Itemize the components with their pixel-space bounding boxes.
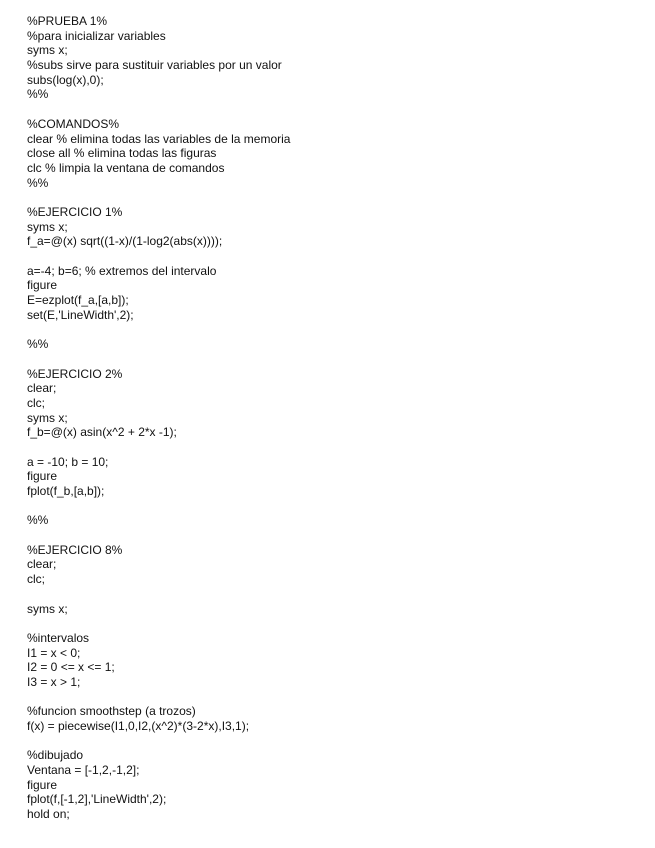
code-line: clear; [27,381,57,396]
code-line: a = -10; b = 10; [27,454,109,469]
code-line: %para inicializar variables [27,28,166,43]
code-line: f(x) = piecewise(I1,0,I2,(x^2)*(3-2*x),I3,1); [27,719,250,733]
blank-line [27,499,627,514]
code-line: syms x; [27,219,68,234]
code-line: %% [27,175,49,190]
code-line: %EJERCICIO 2% [27,366,123,381]
code-line: %PRUEBA 1% [27,14,108,28]
code-line: E=ezplot(f_a,[a,b]); [27,293,129,308]
blank-line [27,690,627,705]
code-line: %% [27,513,49,528]
code-line: %funcion smoothstep (a trozos) [27,704,196,719]
code-line: clear; [27,557,57,572]
code-line: %% [27,337,49,352]
code-line: Ventana = [-1,2,-1,2]; [27,763,140,778]
code-line: f_b=@(x) asin(x^2 + 2*x -1); [27,425,177,440]
code-line: set(E,'LineWidth',2); [27,307,134,322]
code-line: %EJERCICIO 1% [27,204,123,219]
blank-line [27,587,627,602]
code-line: %EJERCICIO 8% [27,542,123,557]
code-line: clc; [27,395,45,410]
code-line: %intervalos [27,630,90,645]
code-line: %COMANDOS% [27,116,120,131]
code-line: f_a=@(x) sqrt((1-x)/(1-log2(abs(x)))); [27,234,223,249]
code-line: hold on; [27,807,70,822]
code-line: syms x; [27,43,68,58]
code-line: I2 = 0 <= x <= 1; [27,660,115,675]
code-line: syms x; [27,410,68,425]
code-line: figure [27,469,58,484]
code-line: close all % elimina todas las figuras [27,146,217,161]
blank-line [27,616,627,631]
code-line: %dibujado [27,748,84,763]
code-line: a=-4; b=6; % extremos del intervalo [27,263,217,278]
blank-line [27,528,627,543]
code-line: %% [27,87,49,102]
blank-line [27,440,627,455]
code-line: fplot(f,[-1,2],'LineWidth',2); [27,792,167,807]
code-line: subs(log(x),0); [27,72,104,87]
blank-line [27,734,627,749]
code-line: I3 = x > 1; [27,674,81,689]
blank-line [27,102,627,117]
code-line: clc % limpia la ventana de comandos [27,160,225,175]
code-line: clc; [27,572,45,587]
code-line: I1 = x < 0; [27,645,81,660]
blank-line [27,352,627,367]
code-line: figure [27,278,58,293]
blank-line [27,249,627,264]
code-line: fplot(f_b,[a,b]); [27,484,105,498]
code-line: figure [27,777,58,792]
blank-line [27,322,627,337]
code-line: %subs sirve para sustituir variables por un valor [27,58,282,73]
code-line: syms x; [27,601,68,616]
document-body [27,14,627,822]
blank-line [27,190,627,205]
code-line: clear % elimina todas las variables de la memoria [27,131,291,146]
